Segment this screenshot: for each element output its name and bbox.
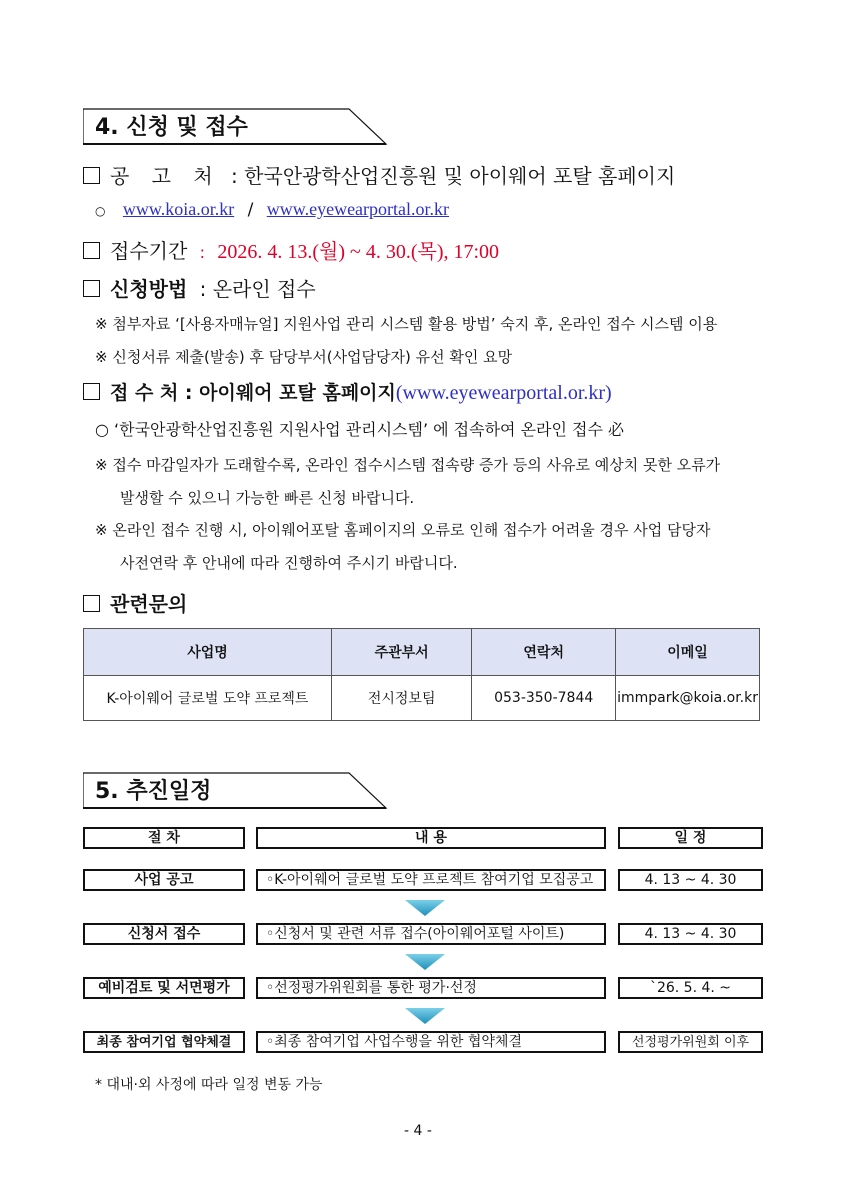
method-note-1: ※ 첨부자료 ‘[사용자매뉴얼] 지원사업 관리 시스템 활용 방법’ 숙지 후, 온라인 접수 시스템 이용 (95, 315, 718, 333)
contact-label: 관련문의 (110, 592, 188, 616)
checkbox-square-icon (83, 595, 100, 612)
place-note-2b: 사전연락 후 안내에 따라 진행하여 주시기 바랍니다. (120, 554, 458, 572)
down-arrow-icon (405, 1006, 445, 1026)
down-arrow-icon (405, 898, 445, 918)
schedule-footnote: * 대내·외 사정에 따라 일정 변동 가능 (95, 1077, 323, 1093)
schedule-step: 최종 참여기업 협약체결 (83, 1031, 245, 1053)
place-row (83, 378, 612, 405)
section5-title-bar (83, 772, 388, 808)
method-value: : 온라인 접수 (199, 277, 316, 301)
contact-header-cell: 주관부서 (332, 629, 472, 676)
contact-cell-department: 전시정보팀 (332, 676, 472, 721)
schedule-content: ◦신청서 및 관련 서류 접수(아이웨어포털 사이트) (256, 923, 606, 945)
period-colon: : (199, 243, 206, 262)
table-row (84, 676, 760, 721)
contact-row (83, 588, 187, 617)
section4-title: 4. 신청 및 접수 (95, 115, 248, 140)
method-note-2: ※ 신청서류 제출(발송) 후 담당부서(사업담당자) 유선 확인 요망 (95, 348, 513, 366)
contact-header-cell: 연락처 (472, 629, 616, 676)
checkbox-square-icon (83, 242, 100, 259)
place-note-1a: ※ 접수 마감일자가 도래할수록, 온라인 접수시스템 접속량 증가 등의 사유로 예상치 못한 오류가 (95, 456, 721, 474)
period-value: 2026. 4. 13.(월) ~ 4. 30.(목), 17:00 (217, 241, 500, 263)
section4-title-bar (83, 108, 388, 144)
method-row (83, 273, 316, 302)
page-number: - 4 - (404, 1123, 432, 1139)
bullet-circle: ○ (95, 204, 106, 218)
link-separator: / (247, 200, 254, 220)
notice-label: 공 고 처 (110, 164, 221, 188)
period-label: 접수기간 (110, 239, 188, 263)
contact-table (83, 628, 760, 721)
schedule-step: 사업 공고 (83, 869, 245, 891)
place-note-2a: ※ 온라인 접수 진행 시, 아이웨어포탈 홈페이지의 오류로 인해 접수가 어려울 경우 사업 담당자 (95, 521, 711, 539)
schedule-date: 4. 13 ~ 4. 30 (618, 869, 763, 891)
notice-value: : 한국안광학산업진흥원 및 아이웨어 포탈 홈페이지 (231, 164, 676, 188)
method-label: 신청방법 (110, 277, 188, 301)
place-link[interactable]: (www.eyewearportal.or.kr) (395, 382, 612, 404)
contact-cell-email: immpark@koia.or.kr (616, 676, 760, 721)
schedule-step: 신청서 접수 (83, 923, 245, 945)
checkbox-square-icon (83, 167, 100, 184)
schedule-date: 4. 13 ~ 4. 30 (618, 923, 763, 945)
schedule-date: 선정평가위원회 이후 (618, 1031, 763, 1053)
checkbox-square-icon (83, 280, 100, 297)
schedule-content: ◦K-아이웨어 글로벌 도약 프로젝트 참여기업 모집공고 (256, 869, 606, 891)
contact-header-cell: 이메일 (616, 629, 760, 676)
contact-cell-project: K-아이웨어 글로벌 도약 프로젝트 (84, 676, 332, 721)
contact-table-header (84, 629, 760, 676)
place-bullet: ○ ‘한국안광학산업진흥원 지원사업 관리시스템’ 에 접속하여 온라인 접수 必 (95, 420, 625, 439)
place-label: 접 수 처 : 아이웨어 포탈 홈페이지 (110, 382, 396, 404)
schedule-content: ◦선정평가위원회를 통한 평가·선정 (256, 977, 606, 999)
schedule-content: ◦최종 참여기업 사업수행을 위한 협약체결 (256, 1031, 606, 1053)
contact-header-cell: 사업명 (84, 629, 332, 676)
period-row (83, 235, 499, 264)
links-row (95, 199, 449, 220)
checkbox-square-icon (83, 383, 100, 400)
contact-cell-phone: 053-350-7844 (472, 676, 616, 721)
schedule-header-content: 내 용 (256, 827, 606, 849)
place-note-1b: 발생할 수 있으니 가능한 빠른 신청 바랍니다. (120, 489, 415, 507)
koia-link[interactable]: www.koia.or.kr (122, 199, 235, 219)
notice-row (83, 160, 675, 189)
down-arrow-icon (405, 952, 445, 972)
schedule-header-step: 절 차 (83, 827, 245, 849)
schedule-date: `26. 5. 4. ~ (618, 977, 763, 999)
eyewearportal-link[interactable]: www.eyewearportal.or.kr (266, 199, 450, 219)
schedule-header-date: 일 정 (618, 827, 763, 849)
section5-title: 5. 추진일정 (95, 779, 212, 804)
schedule-step: 예비검토 및 서면평가 (83, 977, 245, 999)
